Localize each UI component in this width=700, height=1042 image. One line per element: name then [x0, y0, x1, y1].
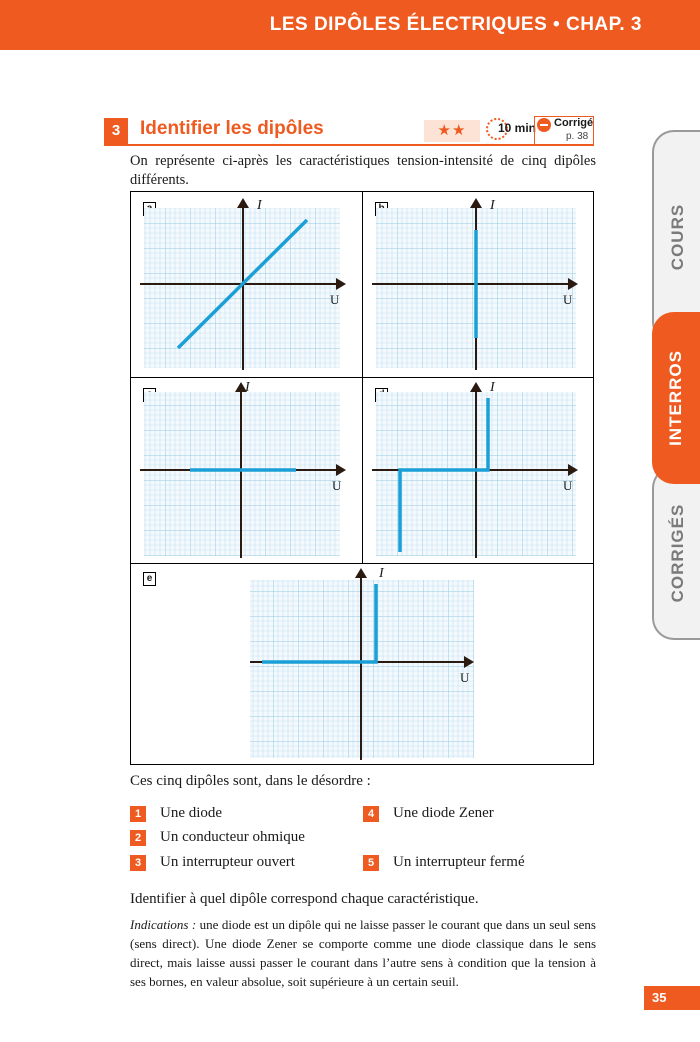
exercise-title: Identifier les dipôles [140, 118, 324, 139]
item-text: Une diode Zener [393, 805, 494, 821]
axis-i-label: I [379, 566, 384, 581]
intro-text: On représente ci-après les caractéristiques tension-intensité de cinq dipôles différents. [130, 153, 596, 188]
item-text: Un interrupteur fermé [393, 854, 525, 870]
instruction-text: Identifier à quel dipôle correspond chaque caractéristique. [130, 891, 479, 907]
item-text: Un interrupteur ouvert [160, 854, 295, 870]
panel-b-plot [372, 198, 587, 373]
figure-divider [130, 377, 594, 378]
item-badge: 3 [130, 855, 146, 871]
item-text: Un conducteur ohmique [160, 829, 305, 845]
tab-cours-label: COURS [668, 203, 687, 271]
axis-i-label: I [490, 380, 495, 395]
arrow-icon [537, 118, 551, 132]
corrige-label: Corrigé [554, 117, 594, 129]
indications-paragraph [130, 915, 596, 991]
panel-e-label: e [143, 572, 156, 586]
axis-u-label: U [563, 478, 573, 493]
axis-i-label: I [490, 198, 495, 213]
figure-divider [130, 563, 594, 564]
tab-interros[interactable] [652, 312, 700, 484]
time-label: 10 min [498, 121, 537, 135]
item-badge: 4 [363, 806, 379, 822]
tab-interros-label: INTERROS [666, 350, 685, 446]
indications-label: Indications : [130, 917, 197, 932]
item-text: Une diode [160, 805, 223, 821]
indications-text: une diode est un dipôle qui ne laisse passer le courant que dans un seul sens (sens direct). Une diode Zener se comporte comme une diode classique dans le sens direct, mais laisse aussi passer le courant dans l’autre sens à condition que la tension à ses bornes, en valeur absolue, soit supérieure à un certain seuil. [130, 917, 596, 989]
chapter-title: LES DIPÔLES ÉLECTRIQUES • CHAP. 3 [269, 14, 642, 35]
difficulty-stars: ★★ [424, 120, 480, 142]
page-number: 35 [644, 986, 700, 1010]
axis-u-label: U [563, 292, 573, 307]
item-badge: 2 [130, 830, 146, 846]
tab-corriges-label: CORRIGÉS [668, 503, 687, 603]
tab-corriges[interactable] [652, 466, 700, 640]
item-badge: 5 [363, 855, 379, 871]
panel-a-plot [140, 198, 360, 373]
axis-i-label: I [245, 380, 250, 395]
list-intro: Ces cinq dipôles sont, dans le désordre : [130, 773, 371, 789]
axis-i-label: I [257, 198, 262, 213]
panel-d-plot [372, 380, 587, 560]
item-badge: 1 [130, 806, 146, 822]
axis-u-label: U [460, 670, 470, 685]
exercise-number: 3 [104, 118, 128, 144]
title-underline [104, 144, 594, 146]
axis-u-label: U [332, 478, 342, 493]
axis-u-label: U [330, 292, 340, 307]
panel-e-plot [248, 566, 478, 761]
panel-c-plot [140, 380, 360, 560]
corrige-page: p. 38 [566, 131, 589, 142]
